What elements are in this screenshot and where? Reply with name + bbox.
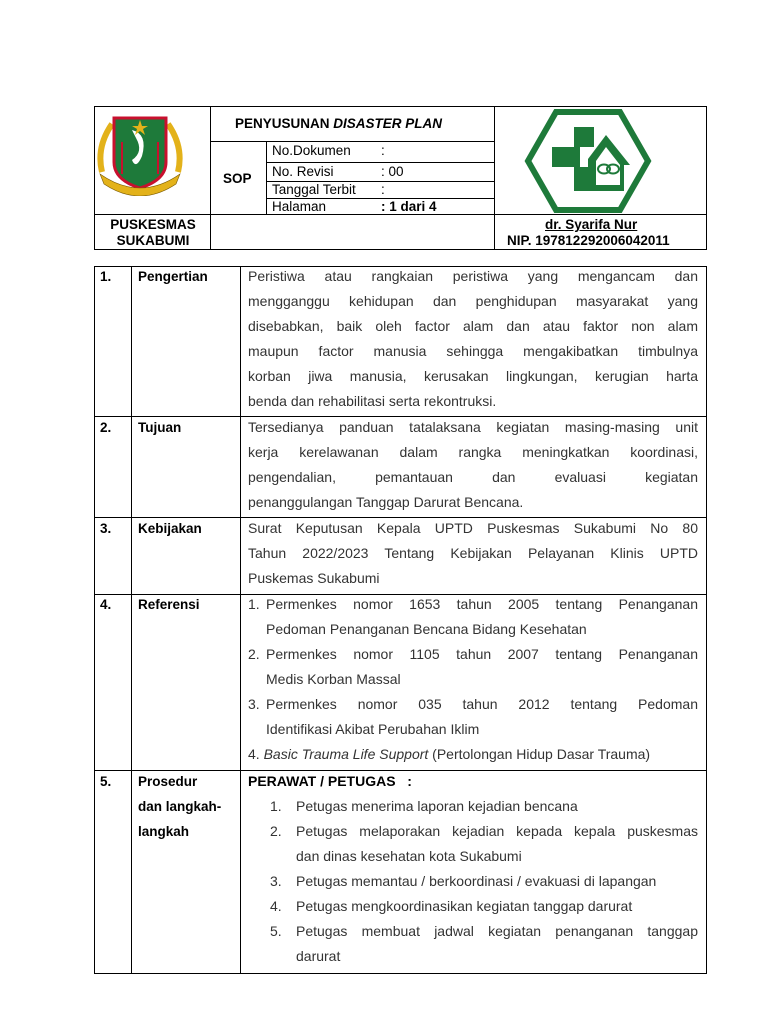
reference-item (248, 692, 698, 742)
title-italic: DISASTER PLAN (333, 116, 443, 131)
signer-nip: NIP. 197812292006042011 (507, 233, 670, 248)
content-line: maupun factor manusia sehingga mengakibatkan timbulnya (248, 343, 698, 359)
reference-line: Medis Korban Massal (266, 671, 401, 687)
reference-line: Permenkes nomor 1653 tahun 2005 tentang Penanganan (266, 596, 698, 612)
step-item (270, 919, 698, 969)
reference-item (248, 742, 698, 767)
section-label: Pengertian (138, 269, 208, 284)
section-content-pengertian (248, 264, 698, 414)
step-number: 3. (270, 873, 282, 889)
doc-field-label-1: No. Revisi (272, 164, 334, 179)
reference-line: Identifikasi Akibat Perubahan Iklim (266, 721, 480, 737)
step-item (270, 819, 698, 869)
content-line: kerja kerelawanan dalam rangka meningkatkan koordinasi, (248, 444, 698, 460)
prosedur-subheading: PERAWAT / PETUGAS : (248, 773, 412, 789)
reference-line: Permenkes nomor 035 tahun 2012 tentang Pedoman (266, 696, 698, 712)
reference-line: Permenkes nomor 1105 tahun 2007 tentang Penanganan (266, 646, 698, 662)
reference-number: 1. (248, 596, 260, 612)
step-line: dan dinas kesehatan kota Sukabumi (296, 848, 522, 864)
section-content-tujuan (248, 415, 698, 515)
step-line: Petugas menerima laporan kejadian bencana (296, 798, 578, 814)
step-number: 1. (270, 798, 282, 814)
doc-field-value-0: : (381, 143, 385, 158)
label-line: langkah (138, 824, 190, 839)
content-line: korban jiwa manusia, kerusakan lingkungan, kerugian harta (248, 368, 698, 384)
label-line: dan langkah- (138, 799, 222, 814)
step-number: 4. (270, 898, 282, 914)
reference-rest: (Pertolongan Hidup Dasar Trauma) (428, 746, 651, 762)
signer-name: dr. Syarifa Nur (545, 217, 638, 232)
doc-field-label-2: Tanggal Terbit (272, 182, 356, 197)
document-title (235, 116, 442, 132)
section-label: Kebijakan (138, 521, 202, 536)
section-label: Referensi (138, 597, 200, 612)
title-prefix: PENYUSUNAN (235, 116, 334, 131)
doc-field-label-3: Halaman (272, 199, 327, 214)
content-line: Tersedianya panduan tatalaksana kegiatan masing-masing unit (248, 419, 698, 435)
content-line: Peristiwa atau rangkaian peristiwa yang mengancam dan (248, 268, 698, 284)
step-line: Petugas mengkoordinasikan kegiatan tanggap darurat (296, 898, 633, 914)
content-line: disebabkan, baik oleh factor alam dan atau faktor non alam (248, 318, 698, 334)
prosedur-list (270, 794, 698, 969)
org-name-line2: SUKABUMI (116, 233, 190, 248)
content-line: pengendalian, pemantauan dan evaluasi kegiatan (248, 469, 698, 485)
section-label-prosedur (138, 769, 238, 844)
reference-item (248, 642, 698, 692)
section-content-referensi (248, 592, 698, 767)
reference-number: 2. (248, 646, 260, 662)
step-number: 5. (270, 923, 282, 939)
label-line: Prosedur (138, 774, 198, 789)
content-line: penanggulangan Tanggap Darurat Bencana. (248, 494, 524, 510)
reference-number: 4. (248, 746, 260, 762)
step-line: Petugas membuat jadwal kegiatan penanganan tanggap (296, 923, 698, 939)
step-line: darurat (296, 948, 341, 964)
doc-field-value-2: : (381, 182, 385, 197)
step-line: Petugas memantau / berkoordinasi / evakuasi di lapangan (296, 873, 657, 889)
section-number: 2. (100, 420, 112, 435)
section-number: 4. (100, 597, 112, 612)
reference-number: 3. (248, 696, 260, 712)
step-number: 2. (270, 823, 282, 839)
org-name-line1: PUSKESMAS (110, 217, 196, 232)
municipal-emblem-logo (92, 112, 188, 196)
doc-field-value-1: : 00 (381, 164, 404, 179)
section-number: 3. (100, 521, 112, 536)
doc-field-value-3: : 1 dari 4 (381, 199, 437, 214)
content-line: Puskemas Sukabumi (248, 570, 380, 586)
step-item (270, 869, 698, 894)
doc-field-label-0: No.Dokumen (272, 143, 351, 158)
step-line: Petugas melaporakan kejadian kepada kepala puskesmas (296, 823, 698, 839)
content-line: mengganggu kehidupan dan penghidupan masyarakat yang (248, 293, 698, 309)
reference-italic: Basic Trauma Life Support (263, 746, 429, 762)
reference-item (248, 592, 698, 642)
section-number: 1. (100, 269, 112, 284)
puskesmas-logo (524, 109, 652, 213)
section-label: Tujuan (138, 420, 182, 435)
section-content-kebijakan (248, 516, 698, 591)
step-item (270, 894, 698, 919)
content-line: benda dan rehabilitasi serta rekontruksi. (248, 393, 497, 409)
content-line: Surat Keputusan Kepala UPTD Puskesmas Sukabumi No 80 (248, 520, 698, 536)
content-line: Tahun 2022/2023 Tentang Kebijakan Pelayanan Klinis UPTD (248, 545, 698, 561)
reference-line: Pedoman Penanganan Bencana Bidang Kesehatan (266, 621, 587, 637)
section-number: 5. (100, 774, 112, 789)
sop-label: SOP (223, 171, 252, 186)
step-item (270, 794, 698, 819)
